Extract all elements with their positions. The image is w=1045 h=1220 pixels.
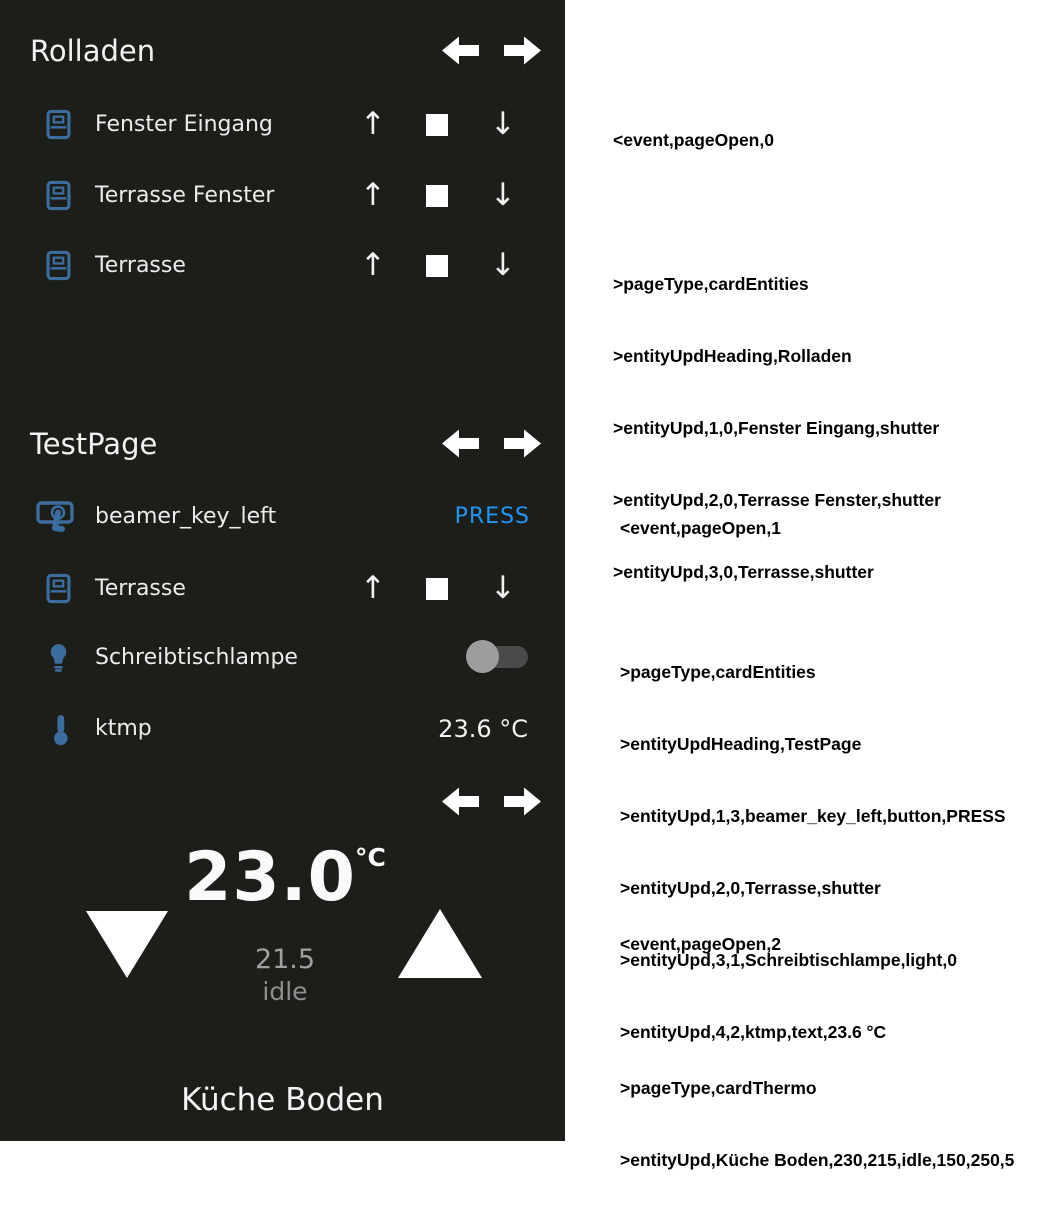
press-button[interactable]: PRESS	[454, 504, 530, 529]
shutter-down-button[interactable]: ↓	[490, 106, 516, 142]
setpoint-temperature: 21.5	[254, 944, 316, 975]
protocol-line: >entityUpd,3,1,Schreibtischlampe,light,0	[620, 950, 957, 970]
protocol-line: >entityUpd,1,0,Fenster Eingang,shutter	[613, 418, 940, 438]
protocol-line: >pageType,cardEntities	[620, 662, 816, 682]
entity-label: Terrasse Fenster	[95, 183, 275, 208]
protocol-event: <event,pageOpen,1	[620, 518, 781, 538]
protocol-line: >entityUpd,3,0,Terrasse,shutter	[613, 562, 874, 582]
temperature-value: 23.6 °C	[438, 715, 528, 743]
shutter-down-button[interactable]: ↓	[490, 247, 516, 283]
shutter-up-button[interactable]: ↑	[360, 570, 386, 606]
setpoint-up-button[interactable]	[398, 909, 482, 978]
entity-label: beamer_key_left	[95, 504, 277, 529]
entity-label: Schreibtischlampe	[95, 645, 298, 670]
protocol-line: >pageType,cardEntities	[613, 274, 809, 294]
shutter-down-button[interactable]: ↓	[490, 570, 516, 606]
protocol-line: >entityUpdHeading,TestPage	[620, 734, 862, 754]
shutter-up-button[interactable]: ↑	[360, 106, 386, 142]
hvac-state: idle	[262, 977, 308, 1006]
nav-right-arrow[interactable]	[504, 785, 542, 818]
protocol-line: >entityUpd,4,2,ktmp,text,23.6 °C	[620, 1022, 887, 1042]
nav-left-arrow[interactable]	[441, 785, 479, 818]
protocol-line: >entityUpd,Küche Boden,230,215,idle,150,250,5	[620, 1150, 1015, 1170]
entity-label: ktmp	[95, 716, 152, 741]
thermostat-name: Küche Boden	[181, 1082, 384, 1118]
shutter-up-button[interactable]: ↑	[360, 177, 386, 213]
setpoint-down-button[interactable]	[86, 911, 168, 978]
protocol-line: >entityUpdHeading,Rolladen	[613, 346, 852, 366]
entity-label: Fenster Eingang	[95, 112, 273, 137]
entity-label: Terrasse	[95, 253, 186, 278]
protocol-block-2	[620, 884, 1014, 1220]
shutter-down-button[interactable]: ↓	[490, 177, 516, 213]
current-temperature: 23.0	[184, 838, 356, 917]
protocol-line: >pageType,cardThermo	[620, 1078, 817, 1098]
temperature-unit: °C	[355, 843, 386, 872]
entity-label: Terrasse	[95, 576, 186, 601]
protocol-event: <event,pageOpen,2	[620, 934, 781, 954]
shutter-up-button[interactable]: ↑	[360, 247, 386, 283]
protocol-line: >entityUpd,1,3,beamer_key_left,button,PRESS	[620, 806, 1006, 826]
card-title: TestPage	[30, 427, 158, 461]
protocol-line: >entityUpd,2,0,Terrasse Fenster,shutter	[613, 490, 941, 510]
protocol-event: <event,pageOpen,0	[613, 130, 774, 150]
protocol-line: >entityUpd,2,0,Terrasse,shutter	[620, 878, 881, 898]
card-title: Rolladen	[30, 34, 156, 68]
